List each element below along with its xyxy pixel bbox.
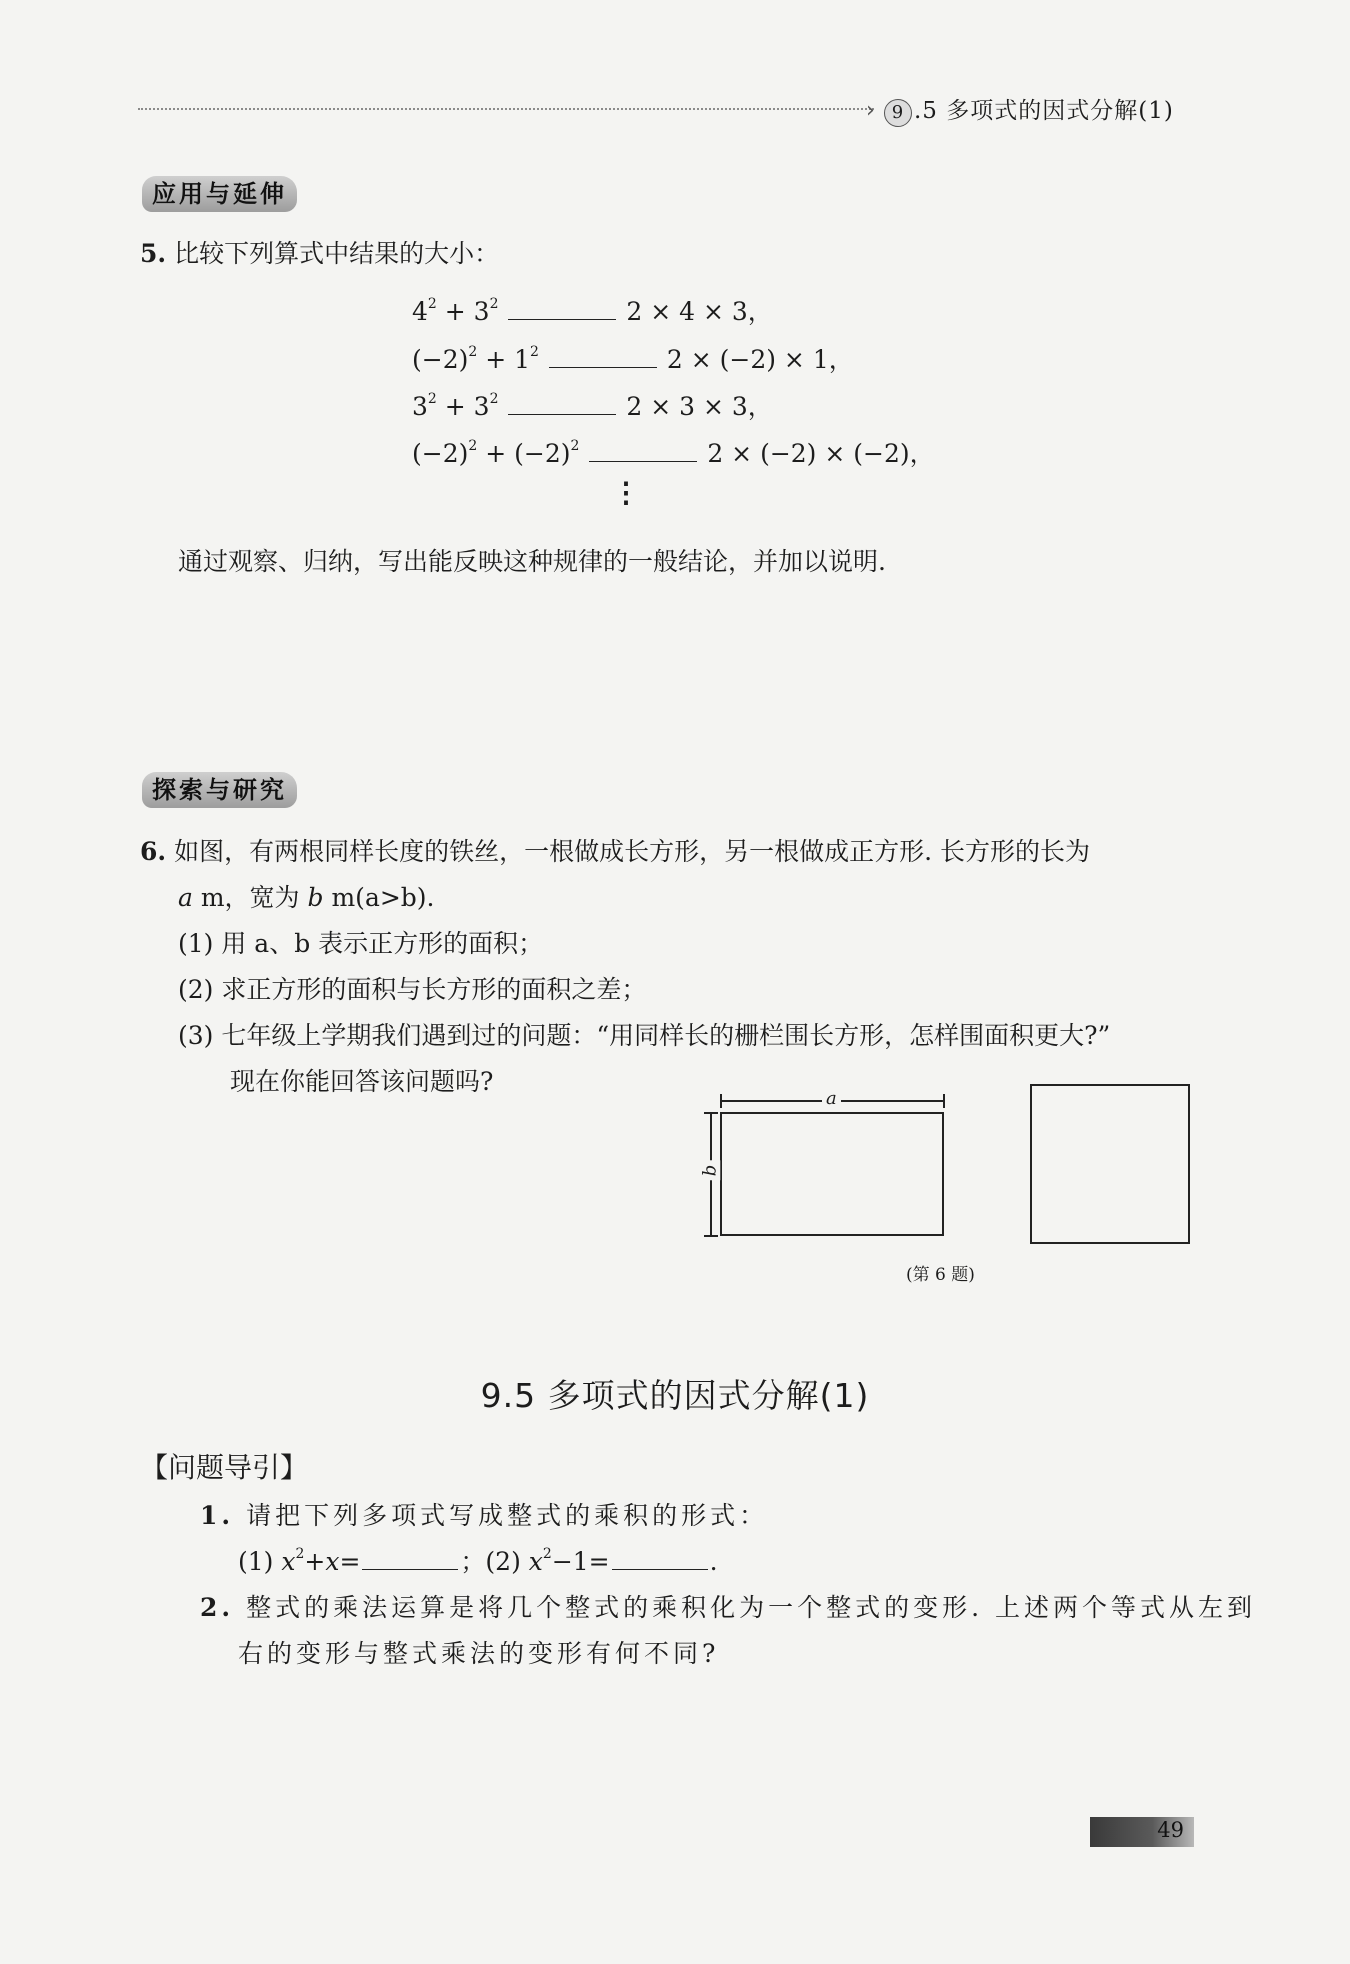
figure-label-b: b <box>699 1161 720 1181</box>
q5-row-1-blank[interactable] <box>508 297 616 320</box>
q5-row-4-right: 2 × (−2) × (−2)， <box>707 439 935 468</box>
s95-q2-line2: 右的变形与整式乘法的变形有何不同? <box>238 1639 720 1668</box>
q6-var-b: b <box>307 883 324 912</box>
q5-row-3-blank[interactable] <box>508 392 616 415</box>
s95-q1-parts <box>238 1542 718 1578</box>
s95-q1-part1: (1) $x^2+x=$ <box>238 1546 361 1576</box>
s95-q1-end: . <box>709 1547 718 1576</box>
dimension-tick <box>943 1094 945 1108</box>
q5-row-2 <box>412 340 854 376</box>
section-title: 9.5 多项式的因式分解(1) <box>480 1376 870 1415</box>
q5-number: 5. <box>140 239 167 268</box>
s95-q1-blank-1[interactable] <box>362 1547 458 1570</box>
chapter-circle: 9 <box>884 99 912 127</box>
header-dotted-rule <box>138 108 874 110</box>
q5-row-3 <box>412 387 773 423</box>
q5-row-1-right: 2 × 4 × 3， <box>626 297 773 326</box>
q5-row-3-left: $3^2 + 3^2$ <box>412 391 499 421</box>
section-badge-explore: 探索与研究 <box>142 772 297 808</box>
dimension-tick <box>720 1094 722 1108</box>
q6-sub3-line1: (3) 七年级上学期我们遇到过的问题：“用同样长的栅栏围长方形，怎样围面积更大?” <box>178 1021 1111 1050</box>
s95-q2-number: 2. <box>200 1593 235 1622</box>
running-header <box>884 92 1174 127</box>
header-arrow-icon: › <box>866 98 875 123</box>
q6-sub2: (2) 求正方形的面积与长方形的面积之差； <box>178 975 647 1004</box>
q5-row-4 <box>412 434 935 470</box>
q5-row-2-right: 2 × (−2) × 1， <box>666 345 854 374</box>
figure-label-a: a <box>822 1088 841 1109</box>
section-badge-applied: 应用与延伸 <box>142 176 297 212</box>
q5-ellipsis: ⋮ <box>612 476 640 509</box>
q5-row-2-left: $(-2)^2 + 1^2$ <box>412 344 539 374</box>
q6-sub3-line2: 现在你能回答该问题吗? <box>230 1067 494 1096</box>
q5-row-1-left: $4^2 + 3^2$ <box>412 296 499 326</box>
q5-row-4-left: $(-2)^2 + (-2)^2$ <box>412 438 580 468</box>
guide-heading: 【问题导引】 <box>140 1451 309 1484</box>
q5-prompt-text: 比较下列算式中结果的大小： <box>174 239 500 268</box>
q6-line1-text: 如图，有两根同样长度的铁丝，一根做成长方形，另一根做成正方形. 长方形的长为 <box>174 837 1090 866</box>
q5-row-4-blank[interactable] <box>589 439 697 462</box>
s95-q2-line1: 整式的乘法运算是将几个整式的乘积化为一个整式的变形. 上述两个等式从左到 <box>246 1593 1256 1622</box>
s95-q1-number: 1. <box>200 1501 235 1530</box>
figure-caption: (第 6 题) <box>906 1265 975 1285</box>
q5-row-3-right: 2 × 3 × 3， <box>626 392 773 421</box>
dimension-tick <box>704 1235 718 1237</box>
s95-q1-sep: ；(2) <box>460 1547 529 1576</box>
s95-q1-text: 请把下列多项式写成整式的乘积的形式： <box>246 1501 769 1530</box>
q6-line1 <box>140 832 1090 868</box>
q5-row-1 <box>412 292 773 328</box>
page-number-tab <box>1090 1817 1194 1847</box>
q6-sub1: (1) 用 a、b 表示正方形的面积； <box>178 929 544 958</box>
page-number: 49 <box>1157 1818 1184 1842</box>
header-title-text: .5 多项式的因式分解(1) <box>914 98 1174 124</box>
q6-line2 <box>178 878 435 914</box>
q5-conclusion: 通过观察、归纳，写出能反映这种规律的一般结论，并加以说明. <box>178 547 886 576</box>
figure-rectangle <box>720 1112 944 1236</box>
dimension-tick <box>704 1112 718 1114</box>
s95-q1-blank-2[interactable] <box>612 1547 708 1570</box>
q6-var-a: a <box>178 883 193 912</box>
s95-q1-part2: $x^2-1=$ <box>528 1546 610 1576</box>
figure-square <box>1030 1084 1190 1244</box>
s95-q2 <box>200 1588 1256 1624</box>
s95-q1 <box>200 1496 768 1532</box>
q6-number: 6. <box>140 837 167 866</box>
q5-row-2-blank[interactable] <box>549 345 657 368</box>
q5-prompt <box>140 234 499 270</box>
q6-line2-mid: m，宽为 <box>192 883 308 912</box>
q6-line2-end: m(a>b). <box>323 883 435 912</box>
